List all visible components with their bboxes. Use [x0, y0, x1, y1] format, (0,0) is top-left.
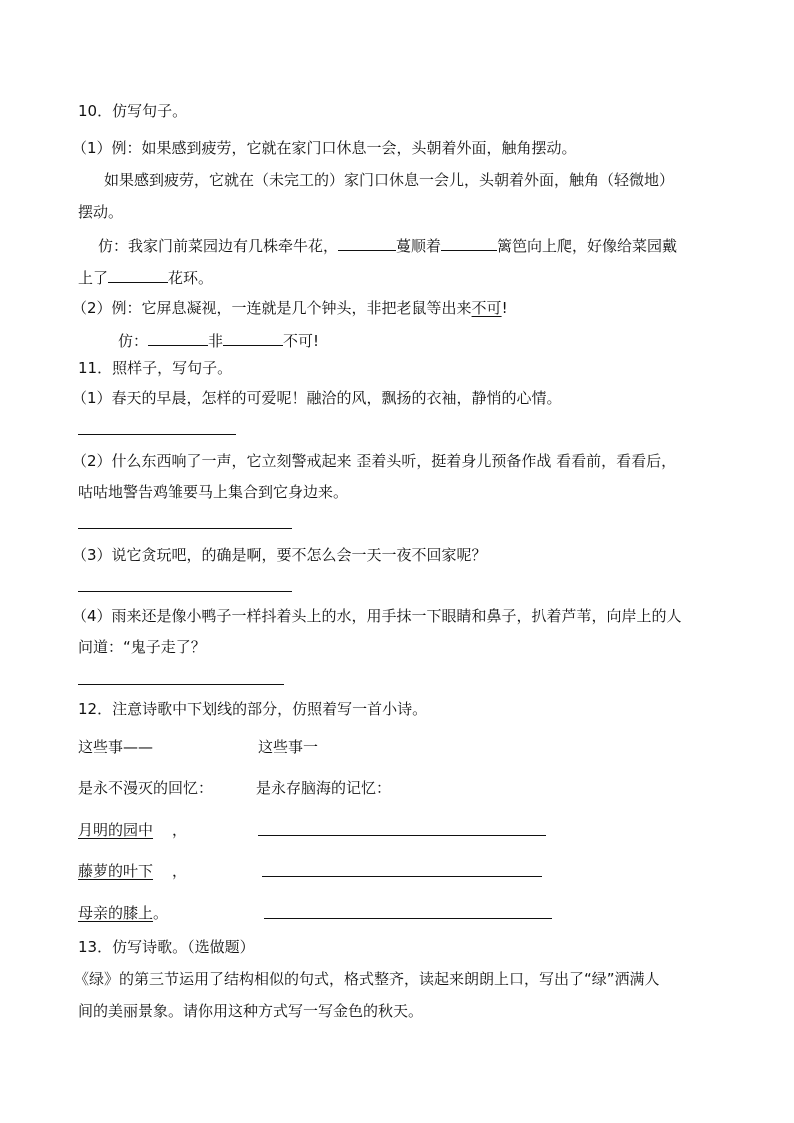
q10-imitate-text-d: 上了	[78, 269, 109, 287]
q10-imitate-text-a: 仿：我家门前菜园边有几株牵牛花，	[98, 237, 339, 255]
question-10-title: 10．仿写句子。	[78, 102, 188, 120]
q11-sentence-1: （1）春天的早晨，怎样的可爱呢！融洽的风，飘扬的衣袖，静悄的心情。	[72, 389, 562, 407]
q10-imitate-line-1	[98, 234, 677, 256]
q10-example-2	[72, 298, 508, 318]
q10-example-2-end: !	[501, 299, 508, 317]
answer-line[interactable]	[78, 591, 292, 592]
q10-imitate-text-b: 蔓顺着	[396, 237, 442, 255]
q10-imitate-text-c: 篱笆向上爬，好像给菜园戴	[497, 237, 678, 255]
q10-expanded-line-2: 摆动。	[78, 203, 124, 221]
poem-row-2	[78, 861, 153, 881]
poem-row-2-underlined: 藤萝的叶下	[78, 862, 154, 880]
q11-sentence-4-line-1: （4）雨来还是像小鸭子一样抖着头上的水，用手抹一下眼睛和鼻子，扒着芦苇，向岸上的人	[72, 607, 682, 625]
q10-example-2-underlined: 不可	[471, 299, 502, 317]
poem-row-3-underlined: 母亲的膝上	[78, 904, 154, 922]
poem-row-3	[78, 903, 168, 923]
q10-expanded-line-1: 如果感到疲劳，它就在（未完工的）家门口休息一会儿，头朝着外面，触角（轻微地）	[104, 171, 675, 189]
answer-blank[interactable]	[148, 329, 208, 346]
q11-sentence-3: （3）说它贪玩吧，的确是啊，要不怎么会一天一夜不回家呢？	[72, 546, 487, 564]
poem-right-line-1: 这些事一	[258, 738, 319, 756]
q11-sentence-4-line-2: 问道：“鬼子走了？	[78, 638, 206, 656]
q10-imitate-2-text-c: 不可!	[283, 332, 320, 350]
question-13-title: 13．仿写诗歌。（选做题）	[78, 938, 255, 956]
answer-line[interactable]	[264, 918, 552, 919]
poem-left-line-1: 这些事——	[78, 738, 154, 756]
answer-blank[interactable]	[338, 234, 396, 251]
answer-line[interactable]	[258, 835, 546, 836]
answer-line[interactable]	[78, 684, 284, 685]
q10-imitate-text-e: 花环。	[168, 269, 214, 287]
q10-example-1: （1）例：如果感到疲劳，它就在家门口休息一会，头朝着外面，触角摆动。	[72, 139, 577, 157]
q10-imitate-2	[118, 329, 319, 351]
q10-example-2-text: （2）例：它屏息凝视，一连就是几个钟头，非把老鼠等出来	[72, 299, 472, 317]
poem-left-line-2: 是永不漫灭的回忆：	[78, 779, 214, 797]
poem-row-3-mark: 。	[153, 904, 169, 922]
q10-imitate-2-text-b: 非	[208, 332, 224, 350]
q11-sentence-2-line-1: （2）什么东西响了一声，它立刻警戒起来 歪着头听，挺着身儿预备作战 看看前，看看后，	[72, 452, 677, 470]
q10-imitate-2-text-a: 仿：	[118, 332, 149, 350]
answer-line[interactable]	[78, 434, 236, 435]
poem-row-1-mark: ，	[172, 821, 188, 839]
answer-blank[interactable]	[108, 266, 168, 283]
question-12-title: 12．注意诗歌中下划线的部分，仿照着写一首小诗。	[78, 700, 428, 718]
answer-blank[interactable]	[441, 234, 497, 251]
poem-right-line-2: 是永存脑海的记忆：	[256, 779, 392, 797]
q10-imitate-line-2	[78, 266, 213, 288]
answer-line[interactable]	[78, 528, 292, 529]
q11-sentence-2-line-2: 咕咕地警告鸡雏要马上集合到它身边来。	[78, 483, 349, 501]
answer-blank[interactable]	[223, 329, 283, 346]
q13-body-line-1: 《绿》的第三节运用了结构相似的句式，格式整齐，读起来朗朗上口，写出了“绿”洒满人	[74, 970, 660, 988]
q13-body-line-2: 间的美丽景象。请你用这种方式写一写金色的秋天。	[78, 1002, 424, 1020]
poem-row-1	[78, 820, 153, 840]
poem-row-1-underlined: 月明的园中	[78, 821, 154, 839]
answer-line[interactable]	[262, 876, 542, 877]
poem-row-2-mark: ，	[172, 862, 188, 880]
question-11-title: 11．照样子，写句子。	[78, 359, 233, 377]
